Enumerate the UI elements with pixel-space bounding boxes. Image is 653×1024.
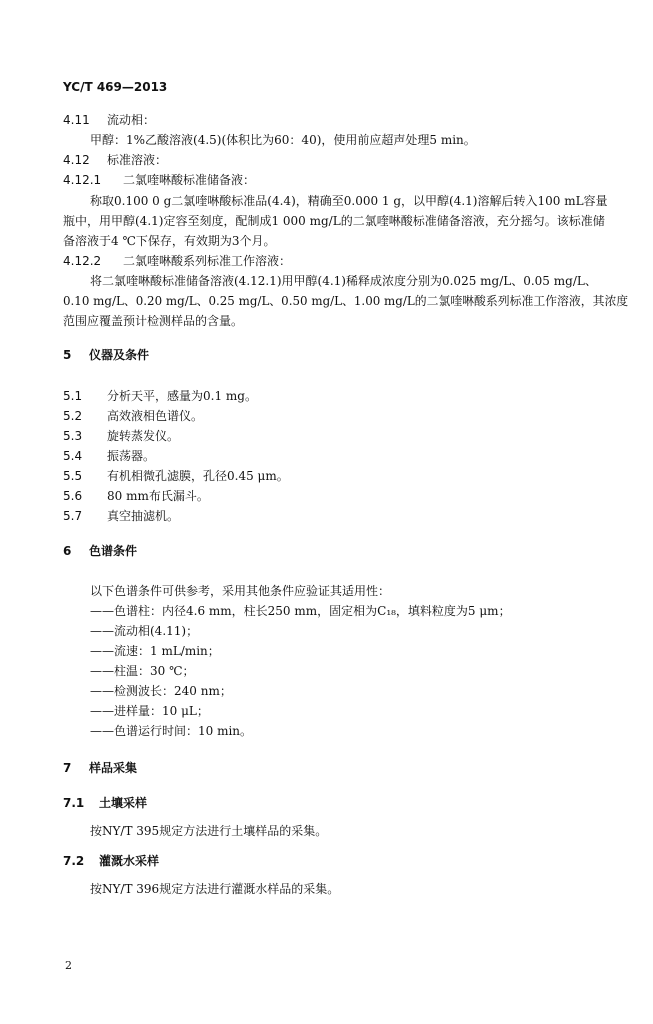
section-title: 二氯喹啉酸系列标准工作溶液： [123, 254, 292, 268]
section-title: 流动相： [107, 113, 156, 127]
paragraph-line: 0.10 mg/L、0.20 mg/L、0.25 mg/L、0.50 mg/L、1.00 mg/L的二氯喹啉酸系列标准工作溶液，其浓度 [63, 294, 629, 308]
section-7-heading [63, 760, 137, 776]
list-item [63, 468, 289, 484]
paragraph-line: 瓶中，用甲醇(4.1)定容至刻度，配制成1 000 mg/L的二氯喹啉酸标准储备溶液，充分摇匀。该标准储 [63, 214, 605, 228]
item-number: 5.2 [63, 409, 83, 423]
paragraph-line: 将二氯喹啉酸标准储备溶液(4.12.1)用甲醇(4.1)稀释成浓度分别为0.025 mg/L、0.05 mg/L、 [90, 274, 597, 288]
section-4-12-1-heading [63, 172, 255, 188]
list-item [63, 408, 203, 424]
list-item [63, 448, 155, 464]
section-number: 4.12.1 [63, 173, 102, 187]
item-text: 有机相微孔滤膜，孔径0.45 μm。 [107, 469, 289, 483]
paragraph-line: 备溶液于4 ℃下保存，有效期为3个月。 [63, 234, 276, 248]
section-7-2-heading [63, 853, 159, 869]
paragraph-line: 以下色谱条件可供参考，采用其他条件应验证其适用性： [90, 584, 391, 598]
section-5-heading [63, 347, 149, 363]
item-number: 5.7 [63, 509, 83, 523]
section-7-1-heading [63, 795, 147, 811]
dash-list-item: ——进样量：10 μL； [90, 704, 209, 718]
doc-id-header: YC/T 469—2013 [63, 80, 168, 94]
section-4-11-heading [63, 112, 155, 128]
dash-list-item: ——柱温：30 ℃； [90, 664, 195, 678]
paragraph-line: 称取0.100 0 g二氯喹啉酸标准品(4.4)，精确至0.000 1 g，以甲醇(4.1)溶解后转入100 mL容量 [90, 194, 608, 208]
item-number: 5.5 [63, 469, 83, 483]
section-number: 4.12.2 [63, 254, 102, 268]
section-title: 标准溶液： [107, 153, 168, 167]
dash-list-item: ——检测波长：240 nm； [90, 684, 232, 698]
section-title: 二氯喹啉酸标准储备液： [123, 173, 256, 187]
dash-list-item: ——色谱柱：内径4.6 mm，柱长250 mm，固定相为C₁₈，填料粒度为5 μm； [90, 604, 511, 618]
list-item [63, 508, 179, 524]
list-item [63, 428, 179, 444]
paragraph-line: 按NY/T 395规定方法进行土壤样品的采集。 [90, 824, 328, 838]
item-text: 旋转蒸发仪。 [107, 429, 180, 443]
section-number: 7 [63, 761, 72, 775]
section-4-12-2-heading [63, 253, 291, 269]
item-text: 振荡器。 [107, 449, 156, 463]
dash-list-item: ——流速：1 mL/min； [90, 644, 220, 658]
item-number: 5.1 [63, 389, 83, 403]
dash-list-item: ——流动相(4.11)； [90, 624, 199, 638]
section-6-heading [63, 543, 137, 559]
list-item [63, 388, 257, 404]
section-number: 4.12 [63, 153, 90, 167]
section-title: 仪器及条件 [89, 348, 150, 362]
item-number: 5.4 [63, 449, 83, 463]
item-text: 80 mm布氏漏斗。 [107, 489, 209, 503]
section-number: 6 [63, 544, 72, 558]
paragraph-line: 甲醇：1%乙酸溶液(4.5)(体积比为60：40)，使用前应超声处理5 min。 [90, 133, 476, 147]
item-number: 5.6 [63, 489, 83, 503]
section-number: 5 [63, 348, 72, 362]
paragraph-line: 按NY/T 396规定方法进行灌溉水样品的采集。 [90, 882, 340, 896]
list-item [63, 488, 209, 504]
section-number: 7.2 [63, 854, 85, 868]
page-number: 2 [65, 959, 72, 972]
section-title: 色谱条件 [89, 544, 138, 558]
section-title: 灌溉水采样 [99, 854, 160, 868]
dash-list-item: ——色谱运行时间：10 min。 [90, 724, 253, 738]
section-4-12-heading [63, 152, 167, 168]
section-title: 样品采集 [89, 761, 138, 775]
item-text: 真空抽滤机。 [107, 509, 180, 523]
section-number: 4.11 [63, 113, 90, 127]
item-text: 分析天平，感量为0.1 mg。 [107, 389, 257, 403]
section-number: 7.1 [63, 796, 85, 810]
paragraph-line: 范围应覆盖预计检测样品的含量。 [63, 314, 244, 328]
item-text: 高效液相色谱仪。 [107, 409, 204, 423]
section-title: 土壤采样 [99, 796, 148, 810]
item-number: 5.3 [63, 429, 83, 443]
